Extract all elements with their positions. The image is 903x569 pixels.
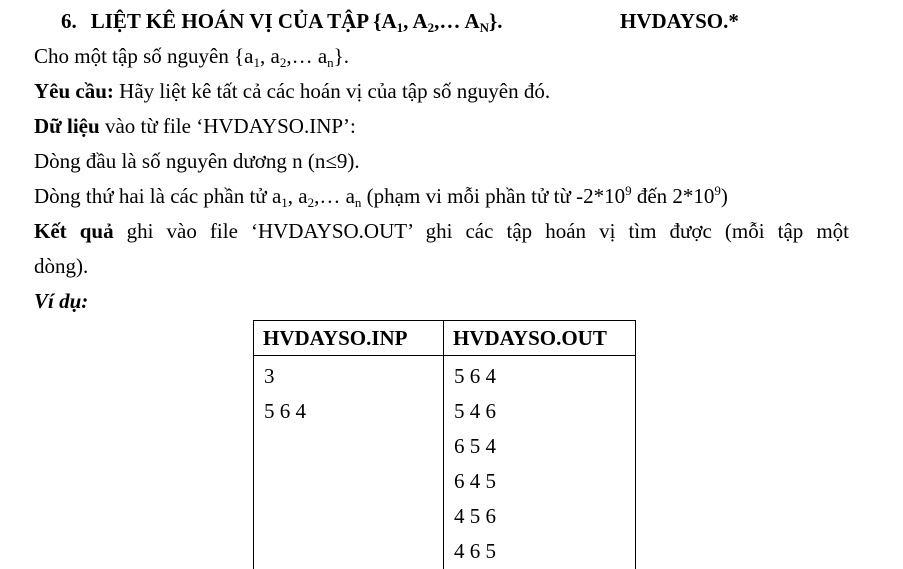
output-spec-text: ghi vào file ‘HVDAYSO.OUT’ ghi các tập hoán vị tìm được (mỗi tập một (114, 219, 849, 243)
output-value-line: 5 4 6 (454, 394, 635, 429)
output-spec-continuation: dòng). (34, 254, 88, 278)
example-table (253, 320, 636, 569)
input-line-1-description: Dòng đầu là số nguyên dương n (n≤9). (34, 149, 360, 173)
input-line-2-description: Dòng thứ hai là các phần tử $a_1$, $a_2,\dots$ $a_n$ (phạm vi mỗi phần tử từ $-2*10^9$ đến $2*10^9$) (34, 184, 728, 208)
output-spec-label: Kết quả (34, 219, 114, 243)
output-value-line: 5 6 4 (454, 359, 635, 394)
example-table-header-row (254, 321, 636, 356)
input-spec-text: vào từ file ‘HVDAYSO.INP’: (100, 114, 356, 138)
output-value-line: 4 5 6 (454, 499, 635, 534)
input-value-line: 5 6 4 (264, 394, 443, 429)
problem-title (34, 9, 854, 33)
input-file-cell (254, 356, 444, 569)
output-value-line: 6 4 5 (454, 464, 635, 499)
problem-code: HVDAYSO.* (620, 9, 739, 33)
problem-name: LIỆT KÊ HOÁN VỊ CỦA TẬP {$A_1$, $A_2,\dots$ $A_N$}. (91, 9, 503, 33)
problem-number: 6. (61, 9, 77, 33)
requirement-label: Yêu cầu: (34, 79, 114, 103)
output-file-header: HVDAYSO.OUT (444, 321, 636, 356)
requirement-line (34, 79, 550, 103)
intro-line: Cho một tập số nguyên {$a_1$, $a_2,\dots$ $a_n$}. (34, 44, 349, 68)
output-file-cell (444, 356, 636, 569)
input-file-header: HVDAYSO.INP (254, 321, 444, 356)
input-spec-line (34, 114, 356, 138)
output-value-line: 6 5 4 (454, 429, 635, 464)
input-spec-label: Dữ liệu (34, 114, 100, 138)
example-table-row (254, 356, 636, 569)
output-spec-line (34, 219, 849, 243)
output-value-line: 4 6 5 (454, 534, 635, 569)
requirement-text: Hãy liệt kê tất cả các hoán vị của tập số nguyên đó. (114, 79, 550, 103)
input-value-line: 3 (264, 359, 443, 394)
example-label: Ví dụ: (34, 289, 88, 313)
